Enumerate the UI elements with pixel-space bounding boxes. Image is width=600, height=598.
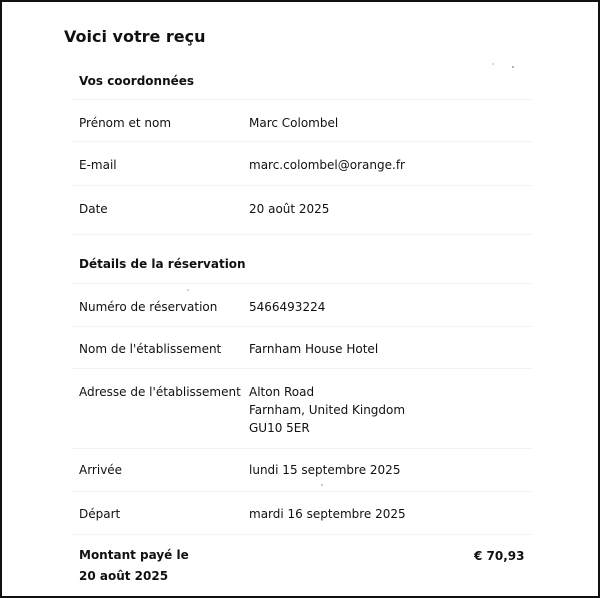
label-email: E-mail (79, 158, 117, 172)
divider (72, 141, 532, 142)
divider (72, 283, 532, 284)
label-date: Date (79, 202, 108, 216)
value-date: 20 août 2025 (249, 202, 330, 216)
value-booking-number: 5466493224 (249, 300, 326, 314)
amount-paid-value: € 70,93 (474, 549, 525, 563)
divider (72, 491, 532, 492)
label-booking-number: Numéro de réservation (79, 300, 218, 314)
label-full-name: Prénom et nom (79, 116, 172, 130)
value-property-name: Farnham House Hotel (249, 342, 379, 356)
address-line: Farnham, United Kingdom (249, 403, 406, 417)
scan-speck (321, 484, 323, 486)
divider (72, 185, 532, 186)
divider (72, 448, 532, 449)
divider (72, 534, 532, 535)
label-check-out: Départ (79, 507, 121, 521)
divider (72, 368, 532, 369)
value-check-in: lundi 15 septembre 2025 (249, 463, 401, 477)
divider (72, 326, 532, 327)
divider (72, 99, 532, 100)
label-property-address: Adresse de l'établissement (79, 385, 241, 399)
label-property-name: Nom de l'établissement (79, 342, 222, 356)
section-heading-contact: Vos coordonnées (79, 74, 195, 88)
divider (72, 234, 532, 235)
value-check-out: mardi 16 septembre 2025 (249, 507, 406, 521)
value-email: marc.colombel@orange.fr (249, 158, 405, 172)
page-title: Voici votre reçu (64, 27, 206, 46)
scan-speck (187, 289, 189, 291)
amount-paid-date: 20 août 2025 (79, 569, 169, 583)
address-line: Alton Road (249, 385, 315, 399)
scan-speck (492, 63, 494, 65)
scan-speck (512, 66, 514, 68)
section-heading-booking: Détails de la réservation (79, 257, 246, 271)
amount-paid-label-line: Montant payé le (79, 548, 189, 562)
address-line: GU10 5ER (249, 421, 310, 435)
value-full-name: Marc Colombel (249, 116, 339, 130)
amount-paid-label (79, 545, 189, 587)
value-property-address (249, 383, 405, 437)
label-check-in: Arrivée (79, 463, 123, 477)
